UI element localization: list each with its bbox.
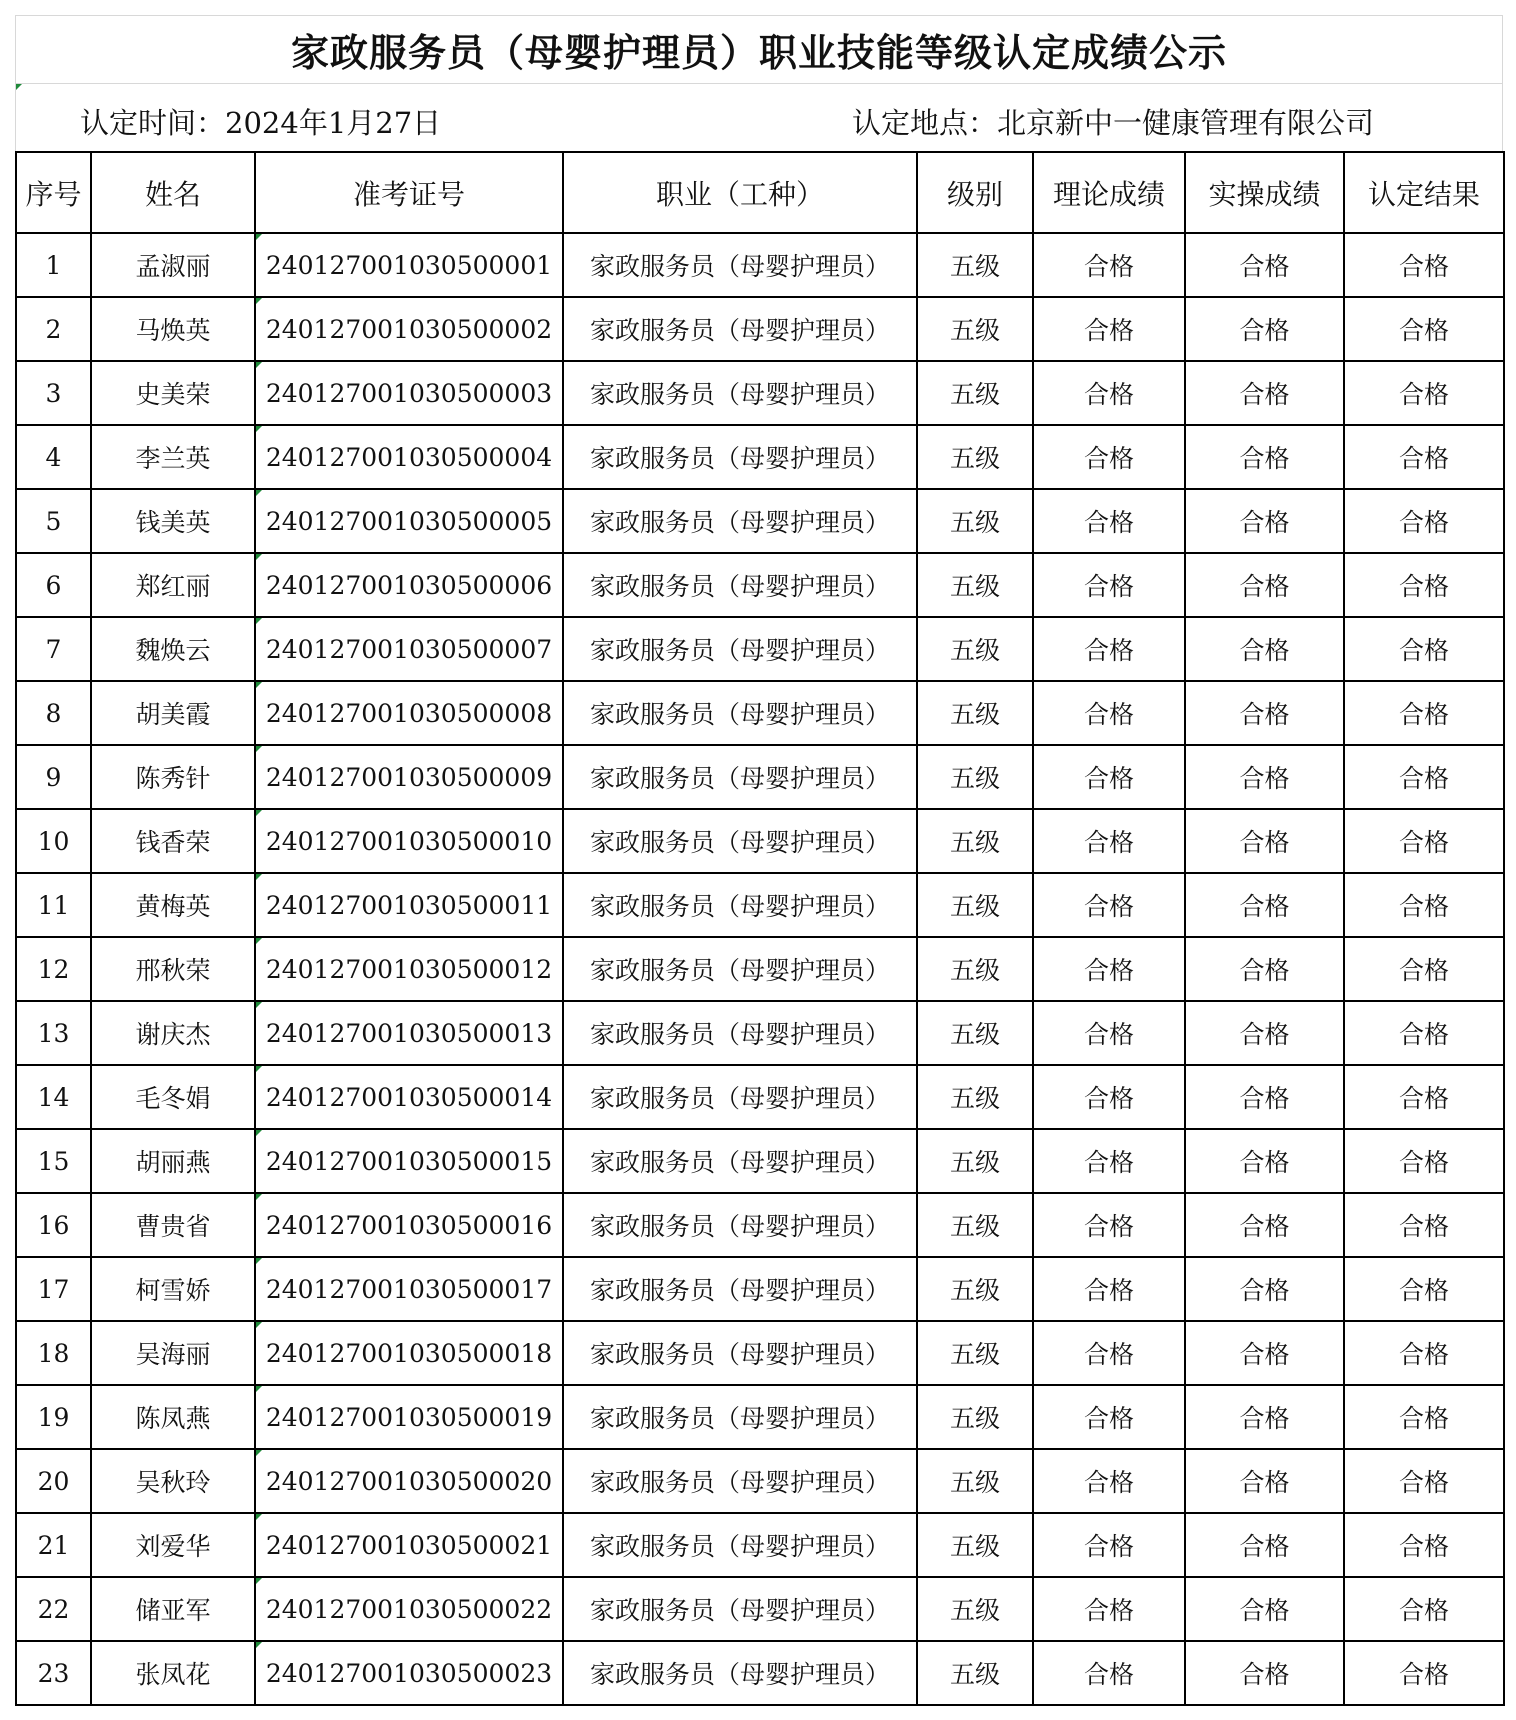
cell-theory: 合格 (1033, 1129, 1185, 1193)
cell-practice: 合格 (1185, 1129, 1344, 1193)
cell-level: 五级 (917, 1065, 1033, 1129)
cell-theory: 合格 (1033, 617, 1185, 681)
cell-no: 17 (16, 1257, 91, 1321)
cell-occupation: 家政服务员（母婴护理员） (563, 233, 917, 297)
cell-result: 合格 (1344, 1001, 1504, 1065)
table-row (16, 1449, 1504, 1513)
cell-occupation: 家政服务员（母婴护理员） (563, 1385, 917, 1449)
cell-result: 合格 (1344, 1321, 1504, 1385)
cell-occupation: 家政服务员（母婴护理员） (563, 937, 917, 1001)
cell-level: 五级 (917, 1385, 1033, 1449)
cell-theory: 合格 (1033, 1193, 1185, 1257)
header-cell-no: 序号 (16, 152, 91, 233)
cell-occupation: 家政服务员（母婴护理员） (563, 1257, 917, 1321)
cell-practice: 合格 (1185, 617, 1344, 681)
table-row (16, 1385, 1504, 1449)
cell-marker-icon (256, 490, 262, 496)
cell-id: 240127001030500005 (255, 489, 563, 553)
cell-no: 13 (16, 1001, 91, 1065)
cell-occupation: 家政服务员（母婴护理员） (563, 1577, 917, 1641)
cell-result: 合格 (1344, 489, 1504, 553)
cell-name: 柯雪娇 (91, 1257, 255, 1321)
cell-marker-icon (256, 1450, 262, 1456)
header-cell-level: 级别 (917, 152, 1033, 233)
cell-marker-icon (256, 746, 262, 752)
cell-result: 合格 (1344, 1385, 1504, 1449)
cell-marker-icon (256, 938, 262, 944)
cell-id: 240127001030500007 (255, 617, 563, 681)
cell-level: 五级 (917, 361, 1033, 425)
cell-result: 合格 (1344, 553, 1504, 617)
cell-practice: 合格 (1185, 1641, 1344, 1705)
cell-theory: 合格 (1033, 1257, 1185, 1321)
cell-practice: 合格 (1185, 1321, 1344, 1385)
cell-level: 五级 (917, 425, 1033, 489)
cell-level: 五级 (917, 1129, 1033, 1193)
cell-no: 5 (16, 489, 91, 553)
cell-marker-icon (256, 298, 262, 304)
cell-name: 谢庆杰 (91, 1001, 255, 1065)
cell-practice: 合格 (1185, 1001, 1344, 1065)
cell-level: 五级 (917, 873, 1033, 937)
cell-id: 240127001030500002 (255, 297, 563, 361)
table-row (16, 1577, 1504, 1641)
cell-name: 李兰英 (91, 425, 255, 489)
cell-no: 23 (16, 1641, 91, 1705)
cell-name: 陈秀针 (91, 745, 255, 809)
table-row (16, 873, 1504, 937)
table-row (16, 1001, 1504, 1065)
cell-occupation: 家政服务员（母婴护理员） (563, 1065, 917, 1129)
cell-result: 合格 (1344, 425, 1504, 489)
table-row (16, 681, 1504, 745)
cell-practice: 合格 (1185, 233, 1344, 297)
cell-no: 7 (16, 617, 91, 681)
cell-id: 240127001030500021 (255, 1513, 563, 1577)
cell-theory: 合格 (1033, 873, 1185, 937)
cell-marker-icon (256, 1514, 262, 1520)
table-row (16, 937, 1504, 1001)
cell-result: 合格 (1344, 1193, 1504, 1257)
table-row (16, 1641, 1504, 1705)
cell-practice: 合格 (1185, 489, 1344, 553)
cell-level: 五级 (917, 297, 1033, 361)
cell-marker-icon (256, 1642, 262, 1648)
cell-theory: 合格 (1033, 489, 1185, 553)
cell-practice: 合格 (1185, 681, 1344, 745)
cell-level: 五级 (917, 809, 1033, 873)
cell-level: 五级 (917, 1513, 1033, 1577)
table-row (16, 297, 1504, 361)
cell-id: 240127001030500014 (255, 1065, 563, 1129)
cell-occupation: 家政服务员（母婴护理员） (563, 681, 917, 745)
cell-id: 240127001030500010 (255, 809, 563, 873)
cell-practice: 合格 (1185, 1449, 1344, 1513)
cell-theory: 合格 (1033, 1641, 1185, 1705)
cell-no: 9 (16, 745, 91, 809)
header-row (16, 152, 1504, 233)
cell-occupation: 家政服务员（母婴护理员） (563, 1641, 917, 1705)
date-info (80, 101, 441, 142)
cell-theory: 合格 (1033, 297, 1185, 361)
cell-level: 五级 (917, 1001, 1033, 1065)
cell-practice: 合格 (1185, 809, 1344, 873)
cell-theory: 合格 (1033, 553, 1185, 617)
date-label: 认定时间： (80, 106, 226, 140)
cell-marker-icon (256, 554, 262, 560)
cell-result: 合格 (1344, 361, 1504, 425)
cell-id: 240127001030500008 (255, 681, 563, 745)
cell-occupation: 家政服务员（母婴护理员） (563, 873, 917, 937)
cell-theory: 合格 (1033, 1449, 1185, 1513)
cell-occupation: 家政服务员（母婴护理员） (563, 1449, 917, 1513)
table-row (16, 1193, 1504, 1257)
cell-no: 14 (16, 1065, 91, 1129)
cell-name: 张凤花 (91, 1641, 255, 1705)
cell-result: 合格 (1344, 233, 1504, 297)
cell-theory: 合格 (1033, 361, 1185, 425)
cell-occupation: 家政服务员（母婴护理员） (563, 1513, 917, 1577)
cell-marker-icon (256, 1386, 262, 1392)
location-label: 认定地点： (852, 106, 998, 140)
meta-row (15, 83, 1503, 151)
table-row (16, 233, 1504, 297)
cell-practice: 合格 (1185, 873, 1344, 937)
cell-name: 胡美霞 (91, 681, 255, 745)
cell-no: 18 (16, 1321, 91, 1385)
cell-occupation: 家政服务员（母婴护理员） (563, 1129, 917, 1193)
cell-id: 240127001030500017 (255, 1257, 563, 1321)
cell-practice: 合格 (1185, 1065, 1344, 1129)
cell-occupation: 家政服务员（母婴护理员） (563, 553, 917, 617)
results-table (15, 151, 1505, 1706)
cell-theory: 合格 (1033, 233, 1185, 297)
header-cell-occupation: 职业（工种） (563, 152, 917, 233)
table-row (16, 1321, 1504, 1385)
cell-name: 曹贵省 (91, 1193, 255, 1257)
cell-no: 19 (16, 1385, 91, 1449)
cell-occupation: 家政服务员（母婴护理员） (563, 425, 917, 489)
cell-id: 240127001030500022 (255, 1577, 563, 1641)
cell-level: 五级 (917, 553, 1033, 617)
cell-result: 合格 (1344, 681, 1504, 745)
cell-level: 五级 (917, 1641, 1033, 1705)
cell-result: 合格 (1344, 1577, 1504, 1641)
table-body (16, 233, 1504, 1705)
cell-theory: 合格 (1033, 745, 1185, 809)
cell-marker-icon (256, 1002, 262, 1008)
table-row (16, 553, 1504, 617)
cell-occupation: 家政服务员（母婴护理员） (563, 489, 917, 553)
cell-level: 五级 (917, 1257, 1033, 1321)
cell-no: 2 (16, 297, 91, 361)
spreadsheet-sheet (15, 15, 1503, 1706)
cell-name: 钱香荣 (91, 809, 255, 873)
cell-marker-icon (256, 1258, 262, 1264)
cell-name: 邢秋荣 (91, 937, 255, 1001)
cell-practice: 合格 (1185, 1577, 1344, 1641)
cell-no: 15 (16, 1129, 91, 1193)
cell-id: 240127001030500001 (255, 233, 563, 297)
cell-no: 22 (16, 1577, 91, 1641)
cell-marker-icon (256, 874, 262, 880)
cell-theory: 合格 (1033, 681, 1185, 745)
cell-no: 10 (16, 809, 91, 873)
cell-id: 240127001030500013 (255, 1001, 563, 1065)
cell-result: 合格 (1344, 1641, 1504, 1705)
cell-name: 储亚军 (91, 1577, 255, 1641)
header-cell-practice: 实操成绩 (1185, 152, 1344, 233)
table-row (16, 489, 1504, 553)
page-title: 家政服务员（母婴护理员）职业技能等级认定成绩公示 (290, 30, 1227, 75)
cell-level: 五级 (917, 937, 1033, 1001)
cell-theory: 合格 (1033, 1577, 1185, 1641)
title-row (15, 15, 1503, 83)
cell-no: 16 (16, 1193, 91, 1257)
cell-theory: 合格 (1033, 1065, 1185, 1129)
table-row (16, 425, 1504, 489)
cell-practice: 合格 (1185, 297, 1344, 361)
cell-id: 240127001030500006 (255, 553, 563, 617)
cell-theory: 合格 (1033, 1001, 1185, 1065)
cell-practice: 合格 (1185, 1385, 1344, 1449)
cell-id: 240127001030500016 (255, 1193, 563, 1257)
cell-level: 五级 (917, 489, 1033, 553)
cell-no: 6 (16, 553, 91, 617)
cell-name: 吴秋玲 (91, 1449, 255, 1513)
cell-practice: 合格 (1185, 553, 1344, 617)
table-row (16, 1257, 1504, 1321)
cell-level: 五级 (917, 745, 1033, 809)
cell-marker-icon (256, 1194, 262, 1200)
cell-no: 11 (16, 873, 91, 937)
cell-result: 合格 (1344, 937, 1504, 1001)
cell-marker-icon (256, 426, 262, 432)
table-row (16, 1513, 1504, 1577)
cell-level: 五级 (917, 1321, 1033, 1385)
table-row (16, 1065, 1504, 1129)
cell-name: 魏焕云 (91, 617, 255, 681)
cell-id: 240127001030500012 (255, 937, 563, 1001)
table-row (16, 1129, 1504, 1193)
cell-occupation: 家政服务员（母婴护理员） (563, 1193, 917, 1257)
cell-name: 陈凤燕 (91, 1385, 255, 1449)
cell-practice: 合格 (1185, 1257, 1344, 1321)
cell-id: 240127001030500011 (255, 873, 563, 937)
cell-name: 吴海丽 (91, 1321, 255, 1385)
cell-level: 五级 (917, 1193, 1033, 1257)
cell-marker-icon (256, 1578, 262, 1584)
cell-result: 合格 (1344, 745, 1504, 809)
cell-marker-icon (256, 234, 262, 240)
cell-practice: 合格 (1185, 937, 1344, 1001)
cell-result: 合格 (1344, 1513, 1504, 1577)
cell-marker-icon (256, 1322, 262, 1328)
cell-marker-icon (256, 810, 262, 816)
cell-occupation: 家政服务员（母婴护理员） (563, 617, 917, 681)
header-cell-name: 姓名 (91, 152, 255, 233)
cell-id: 240127001030500003 (255, 361, 563, 425)
cell-name: 马焕英 (91, 297, 255, 361)
cell-name: 史美荣 (91, 361, 255, 425)
cell-result: 合格 (1344, 1257, 1504, 1321)
cell-theory: 合格 (1033, 809, 1185, 873)
cell-practice: 合格 (1185, 1513, 1344, 1577)
cell-id: 240127001030500004 (255, 425, 563, 489)
table-row (16, 617, 1504, 681)
cell-no: 12 (16, 937, 91, 1001)
cell-level: 五级 (917, 681, 1033, 745)
cell-marker-icon (16, 84, 22, 90)
table-row (16, 809, 1504, 873)
cell-theory: 合格 (1033, 1321, 1185, 1385)
cell-occupation: 家政服务员（母婴护理员） (563, 1001, 917, 1065)
cell-marker-icon (256, 682, 262, 688)
cell-no: 8 (16, 681, 91, 745)
cell-name: 胡丽燕 (91, 1129, 255, 1193)
cell-name: 郑红丽 (91, 553, 255, 617)
cell-id: 240127001030500018 (255, 1321, 563, 1385)
location-value: 北京新中一健康管理有限公司 (997, 106, 1375, 140)
cell-id: 240127001030500023 (255, 1641, 563, 1705)
cell-no: 3 (16, 361, 91, 425)
cell-marker-icon (256, 362, 262, 368)
cell-result: 合格 (1344, 1065, 1504, 1129)
cell-id: 240127001030500009 (255, 745, 563, 809)
cell-occupation: 家政服务员（母婴护理员） (563, 361, 917, 425)
cell-marker-icon (256, 618, 262, 624)
cell-theory: 合格 (1033, 1385, 1185, 1449)
cell-result: 合格 (1344, 1449, 1504, 1513)
header-cell-result: 认定结果 (1344, 152, 1504, 233)
cell-result: 合格 (1344, 617, 1504, 681)
header-cell-theory: 理论成绩 (1033, 152, 1185, 233)
cell-id: 240127001030500015 (255, 1129, 563, 1193)
cell-occupation: 家政服务员（母婴护理员） (563, 809, 917, 873)
location-info (852, 101, 1374, 142)
cell-result: 合格 (1344, 873, 1504, 937)
cell-practice: 合格 (1185, 361, 1344, 425)
cell-level: 五级 (917, 617, 1033, 681)
cell-practice: 合格 (1185, 1193, 1344, 1257)
cell-level: 五级 (917, 1449, 1033, 1513)
date-value: 2024年1月27日 (225, 106, 442, 140)
cell-result: 合格 (1344, 297, 1504, 361)
cell-occupation: 家政服务员（母婴护理员） (563, 1321, 917, 1385)
cell-name: 刘爱华 (91, 1513, 255, 1577)
table-row (16, 745, 1504, 809)
cell-theory: 合格 (1033, 1513, 1185, 1577)
cell-result: 合格 (1344, 809, 1504, 873)
cell-id: 240127001030500020 (255, 1449, 563, 1513)
cell-name: 黄梅英 (91, 873, 255, 937)
cell-name: 钱美英 (91, 489, 255, 553)
cell-occupation: 家政服务员（母婴护理员） (563, 745, 917, 809)
cell-practice: 合格 (1185, 745, 1344, 809)
cell-theory: 合格 (1033, 425, 1185, 489)
table-row (16, 361, 1504, 425)
cell-occupation: 家政服务员（母婴护理员） (563, 297, 917, 361)
cell-level: 五级 (917, 1577, 1033, 1641)
cell-no: 1 (16, 233, 91, 297)
cell-name: 孟淑丽 (91, 233, 255, 297)
cell-id: 240127001030500019 (255, 1385, 563, 1449)
cell-name: 毛冬娟 (91, 1065, 255, 1129)
cell-result: 合格 (1344, 1129, 1504, 1193)
cell-marker-icon (256, 1130, 262, 1136)
cell-theory: 合格 (1033, 937, 1185, 1001)
cell-practice: 合格 (1185, 425, 1344, 489)
cell-level: 五级 (917, 233, 1033, 297)
cell-no: 20 (16, 1449, 91, 1513)
cell-no: 4 (16, 425, 91, 489)
header-cell-id: 准考证号 (255, 152, 563, 233)
cell-no: 21 (16, 1513, 91, 1577)
cell-marker-icon (256, 1066, 262, 1072)
